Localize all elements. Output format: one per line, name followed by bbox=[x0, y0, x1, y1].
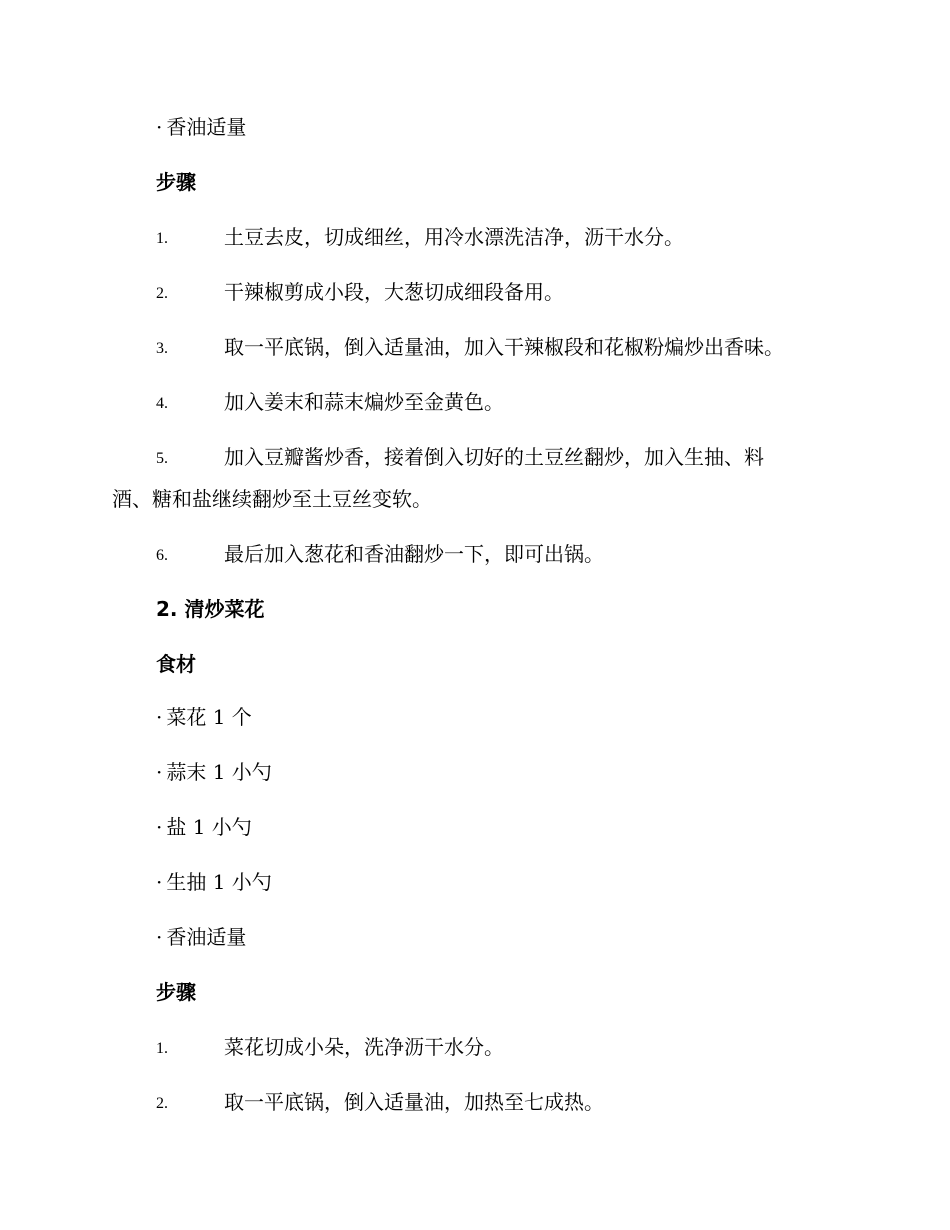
list-item bbox=[156, 813, 252, 841]
list-item bbox=[156, 113, 246, 141]
step-number: 2. bbox=[156, 1095, 168, 1112]
list-item bbox=[156, 703, 252, 731]
recipe-title: 2. 清炒菜花 bbox=[156, 597, 265, 621]
step-number: 1. bbox=[156, 1040, 168, 1057]
ingredient-text: 菜花 1 个 bbox=[166, 705, 252, 729]
step-number: 1. bbox=[156, 230, 168, 247]
ingredient-text: 生抽 1 小勺 bbox=[166, 870, 272, 894]
ingredient-text: 香油适量 bbox=[166, 925, 247, 949]
list-item bbox=[156, 868, 272, 896]
bullet-dot: · bbox=[156, 815, 163, 839]
list-item bbox=[156, 758, 272, 786]
list-item bbox=[156, 923, 246, 951]
step-text: 土豆去皮，切成细丝，用冷水漂洗洁净，沥干水分。 bbox=[224, 225, 684, 249]
step-number: 5. bbox=[156, 450, 168, 467]
step-text: 取一平底锅，倒入适量油，加入干辣椒段和花椒粉煸炒出香味。 bbox=[224, 335, 784, 359]
step-text: 干辣椒剪成小段，大葱切成细段备用。 bbox=[224, 280, 564, 304]
ingredient-text: 香油适量 bbox=[166, 115, 247, 139]
steps-heading: 步骤 bbox=[156, 980, 196, 1004]
step-number: 6. bbox=[156, 547, 168, 564]
step-number: 2. bbox=[156, 285, 168, 302]
steps-heading: 步骤 bbox=[156, 170, 196, 194]
step-text: 加入姜末和蒜末煸炒至金黄色。 bbox=[224, 390, 504, 414]
bullet-dot: · bbox=[156, 760, 163, 784]
bullet-dot: · bbox=[156, 870, 163, 894]
step-text: 菜花切成小朵，洗净沥干水分。 bbox=[224, 1035, 504, 1059]
step-text-continued: 酒、糖和盐继续翻炒至土豆丝变软。 bbox=[112, 487, 432, 511]
step-text: 取一平底锅，倒入适量油，加热至七成热。 bbox=[224, 1090, 604, 1114]
step-text: 最后加入葱花和香油翻炒一下，即可出锅。 bbox=[224, 542, 604, 566]
ingredient-text: 蒜末 1 小勺 bbox=[166, 760, 272, 784]
step-text: 加入豆瓣酱炒香，接着倒入切好的土豆丝翻炒，加入生抽、料 bbox=[224, 445, 764, 469]
bullet-dot: · bbox=[156, 705, 163, 729]
step-number: 3. bbox=[156, 340, 168, 357]
bullet-dot: · bbox=[156, 115, 163, 139]
ingredient-text: 盐 1 小勺 bbox=[166, 815, 252, 839]
step-number: 4. bbox=[156, 395, 168, 412]
ingredients-heading: 食材 bbox=[156, 652, 196, 676]
bullet-dot: · bbox=[156, 925, 163, 949]
